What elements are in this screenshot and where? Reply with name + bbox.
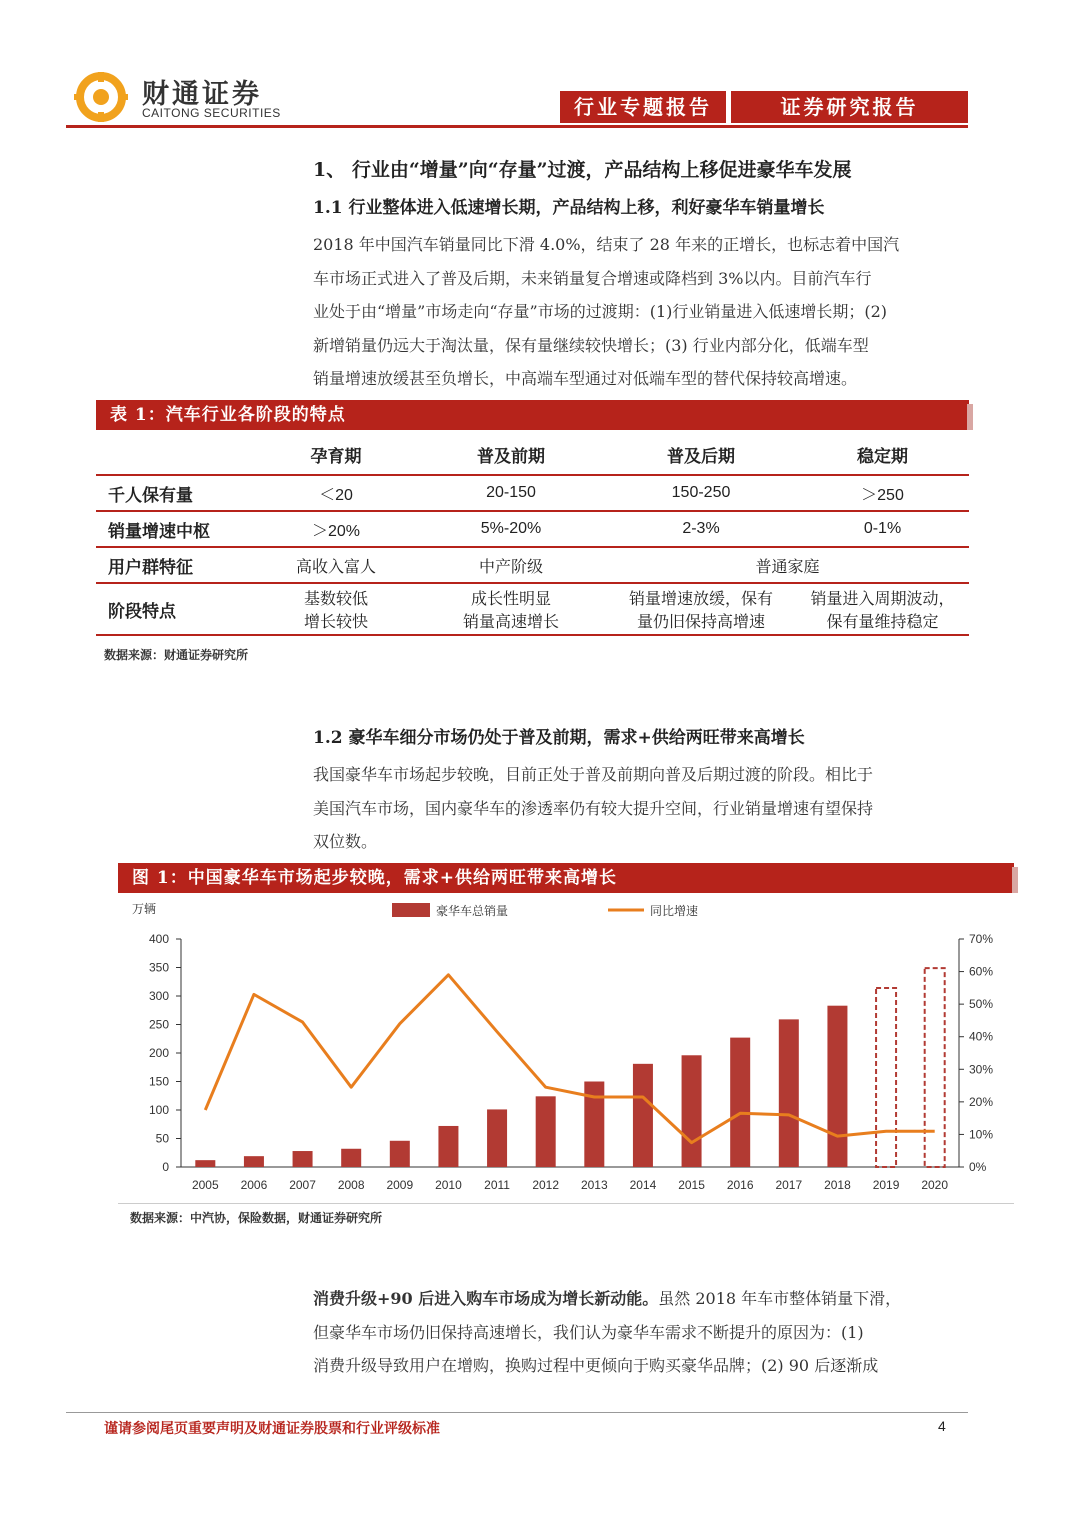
- y2-tick-label: 50%: [969, 997, 994, 1012]
- para-line: 业处于由“增量”市场走向“存量”市场的过渡期：(1)行业销量进入低速增长期；(2): [313, 302, 888, 321]
- y-tick-label: 150: [148, 1074, 169, 1089]
- header-divider: [66, 125, 968, 128]
- table-cell: [606, 583, 796, 635]
- header-tab-research: 证券研究报告: [731, 91, 968, 123]
- para-line: 新增销量仍远大于淘汰量，保有量继续较快增长；(3) 行业内部分化，低端车型: [313, 335, 869, 355]
- para-line: 双位数。: [313, 832, 378, 851]
- y-tick-label: 50: [155, 1131, 169, 1146]
- table-cell: ＞20%: [311, 522, 361, 540]
- luxury-sales-chart: [118, 895, 1014, 1203]
- table-cell: 中产阶级: [478, 556, 543, 576]
- table-cell: 0-1%: [863, 520, 902, 537]
- y-tick-label: 300: [148, 989, 169, 1003]
- y2-tick-label: 0%: [969, 1160, 987, 1174]
- x-tick-label: 2010: [435, 1178, 462, 1192]
- table-1-source: 数据来源：财通证券研究所: [104, 648, 249, 662]
- cell-line: 保有量维持稳定: [826, 612, 939, 631]
- cell-line: 成长性明显: [470, 589, 551, 608]
- cell-line: 销量增速放缓，保有: [628, 589, 773, 608]
- bar: [682, 1055, 702, 1167]
- y-tick-label: 400: [148, 932, 169, 946]
- figure-divider: [118, 1203, 1014, 1204]
- table-cell: 150-250: [671, 484, 731, 501]
- x-tick-label: 2014: [629, 1178, 657, 1192]
- y-tick-label: 100: [148, 1103, 169, 1117]
- bar: [633, 1064, 653, 1167]
- x-tick-label: 2015: [678, 1178, 705, 1192]
- para-line: 2018 年中国汽车销量同比下滑 4.0%，结束了 28 年来的正增长，也标志着中国汽: [313, 235, 900, 254]
- bar-forecast: [876, 988, 896, 1167]
- para-line: [313, 1282, 973, 1316]
- cell-line: 销量进入周期波动，: [810, 589, 955, 608]
- para-line: 我国豪华车市场起步较晚，目前正处于普及前期向普及后期过渡的阶段。相比于: [313, 765, 874, 784]
- table-cell: 高收入富人: [295, 556, 376, 576]
- x-tick-label: 2018: [824, 1178, 851, 1192]
- para-text: 虽然 2018 年车市整体销量下滑，: [658, 1289, 902, 1308]
- y2-tick-label: 30%: [969, 1062, 994, 1077]
- para-lead: 消费升级+90 后进入购车市场成为增长新动能。: [313, 1289, 659, 1308]
- y-tick-label: 350: [148, 960, 169, 975]
- y2-tick-label: 60%: [969, 964, 994, 979]
- y-tick-label: 0: [162, 1160, 169, 1174]
- table-header-cell: 稳定期: [857, 446, 908, 467]
- bar: [438, 1126, 458, 1167]
- table-row: [96, 583, 969, 635]
- stage-table: [96, 434, 969, 636]
- cell-line: 基数较低: [303, 589, 368, 608]
- y2-tick-label: 10%: [969, 1127, 994, 1142]
- table-1-title: 表 1：汽车行业各阶段的特点: [96, 400, 969, 430]
- section-1-2-paragraph: [313, 758, 973, 859]
- para-line: 销量增速放缓甚至负增长，中高端车型通过对低端车型的替代保持较高增速。: [313, 369, 858, 388]
- para-line: 但豪华车市场仍旧保持高速增长，我们认为豪华车需求不断提升的原因为：(1): [313, 1322, 864, 1342]
- table-row: [96, 475, 969, 511]
- footer-divider: [66, 1412, 968, 1413]
- table-header-cell: 普及前期: [477, 446, 545, 467]
- y2-tick-label: 20%: [969, 1094, 994, 1109]
- bar: [827, 1006, 847, 1167]
- legend-line-label: 同比增速: [650, 904, 699, 918]
- y-axis-unit: 万辆: [132, 902, 157, 916]
- x-tick-label: 2017: [775, 1178, 803, 1192]
- bar: [390, 1141, 410, 1167]
- x-tick-label: 2011: [484, 1178, 510, 1192]
- section-1-1-paragraph: [313, 228, 973, 396]
- bar: [487, 1109, 507, 1167]
- bar: [195, 1160, 215, 1167]
- cell-line: 增长较快: [303, 612, 368, 631]
- table-cell: ＞250: [861, 486, 904, 504]
- table-row: [96, 547, 969, 583]
- footer-disclaimer: 谨请参阅尾页重要声明及财通证券股票和行业评级标准: [104, 1421, 440, 1437]
- logo-text-en: CAITONG SECURITIES: [142, 106, 281, 120]
- table-header-cell: 普及后期: [667, 446, 735, 467]
- table-header-row: [96, 434, 969, 475]
- logo-icon: [70, 70, 132, 124]
- y-tick-label: 250: [148, 1017, 169, 1032]
- page-number: 4: [938, 1418, 946, 1434]
- y2-tick-label: 70%: [969, 932, 994, 946]
- table-header-cell: 孕育期: [310, 446, 362, 467]
- y-tick-label: 200: [148, 1046, 169, 1060]
- table-cell: [256, 583, 416, 635]
- x-tick-label: 2019: [872, 1178, 900, 1192]
- section-1-2-title: 1.2 豪华车细分市场仍处于普及前期，需求+供给两旺带来高增长: [313, 728, 805, 748]
- table-cell: 普通家庭: [755, 556, 820, 576]
- para-line: 车市场正式进入了普及后期，未来销量复合增速或降档到 3%以内。目前汽车行: [313, 268, 872, 288]
- bar: [244, 1156, 264, 1167]
- row-label: 千人保有量: [108, 485, 193, 506]
- bar: [779, 1019, 799, 1167]
- table-cell: 20-150: [486, 484, 536, 501]
- cell-line: 量仍旧保持高增速: [636, 612, 765, 631]
- header-tab-industry: 行业专题报告: [560, 91, 726, 123]
- cell-line: 销量高速增长: [462, 612, 559, 631]
- row-label: 用户群特征: [108, 557, 193, 578]
- table-cell: [416, 583, 606, 635]
- legend-bar-swatch: [392, 903, 430, 917]
- bar: [293, 1151, 313, 1167]
- x-tick-label: 2005: [191, 1178, 219, 1192]
- section-1-title: 1、 行业由“增量”向“存量”过渡，产品结构上移促进豪华车发展: [313, 159, 852, 181]
- section-1-1-title: 1.1 行业整体进入低速增长期，产品结构上移，利好豪华车销量增长: [313, 198, 825, 218]
- para-line: 消费升级导致用户在增购，换购过程中更倾向于购买豪华品牌；(2) 90 后逐渐成: [313, 1356, 879, 1375]
- table-cell: ＜20: [319, 486, 353, 504]
- y2-tick-label: 40%: [969, 1029, 994, 1044]
- figure-1-title: 图 1：中国豪华车市场起步较晚，需求+供给两旺带来高增长: [118, 863, 1014, 893]
- consumption-paragraph: [313, 1282, 973, 1383]
- table-cell: [796, 583, 969, 635]
- bar: [536, 1096, 556, 1167]
- bar: [730, 1038, 750, 1167]
- x-tick-label: 2013: [580, 1178, 608, 1192]
- x-tick-label: 2009: [386, 1178, 414, 1192]
- table-cell: 5%-20%: [480, 520, 542, 537]
- bar: [341, 1149, 361, 1167]
- legend-bar-label: 豪华车总销量: [436, 904, 509, 918]
- x-tick-label: 2008: [337, 1178, 365, 1192]
- figure-1-source: 数据来源：中汽协，保险数据，财通证券研究所: [130, 1211, 383, 1225]
- row-label: 阶段特点: [108, 601, 176, 622]
- x-tick-label: 2012: [532, 1178, 560, 1192]
- bar-forecast: [925, 968, 945, 1167]
- table-header-cell: [96, 434, 256, 475]
- table-cell: 2-3%: [682, 520, 720, 537]
- table-row: [96, 511, 969, 547]
- x-tick-label: 2016: [726, 1178, 754, 1192]
- logo-text-cn: 财通证券: [142, 79, 262, 110]
- row-label: 销量增速中枢: [108, 521, 210, 542]
- para-line: 美国汽车市场，国内豪华车的渗透率仍有较大提升空间，行业销量增速有望保持: [313, 798, 874, 818]
- x-tick-label: 2020: [921, 1178, 949, 1192]
- growth-line: [205, 975, 934, 1143]
- x-tick-label: 2006: [240, 1178, 268, 1192]
- x-tick-label: 2007: [289, 1178, 316, 1192]
